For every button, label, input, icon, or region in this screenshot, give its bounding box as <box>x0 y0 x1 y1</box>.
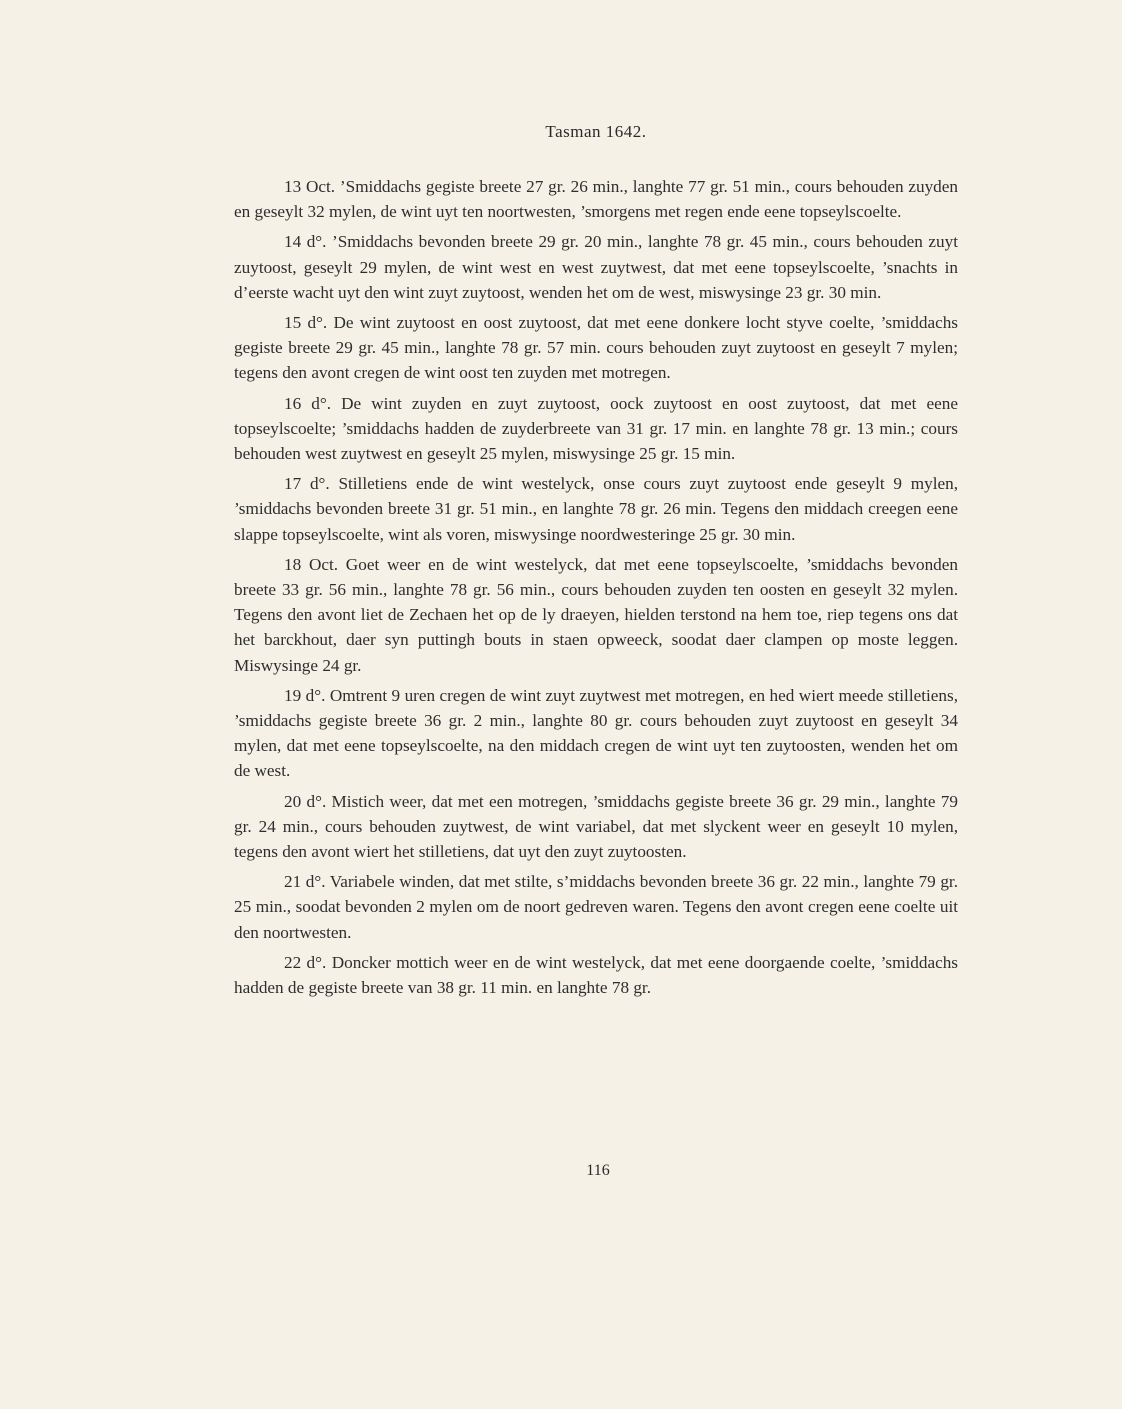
journal-entry-17-oct: 17 d°. Stilletiens ende de wint westelyck, onse cours zuyt zuytoost ende geseylt 9 mylen, ’smiddachs bevonden breete 31 gr. 51 min., en langhte 78 gr. 26 min. Tegens den middach creegen eene slappe topseylscoelte, wint als voren, miswysinge noordwesteringe 25 gr. 30 min. <box>234 474 958 544</box>
journal-text <box>234 174 958 1005</box>
journal-entry-16-oct: 16 d°. De wint zuyden en zuyt zuytoost, oock zuytoost en oost zuytoost, dat met eene topseylscoelte; ’smiddachs hadden de zuyderbreete van 31 gr. 17 min. en langhte 78 gr. 13 min.; cours behouden west zuytwest en geseylt 25 mylen, miswysinge 25 gr. 15 min. <box>234 393 958 464</box>
journal-entry-22-oct: 22 d°. Doncker mottich weer en de wint westelyck, dat met eene doorgaende coelte, ’smiddachs hadden de gegiste breete van 38 gr. 11 min. en langhte 78 gr. <box>234 952 958 998</box>
journal-entry-14-oct: 14 d°. ’Smiddachs bevonden breete 29 gr. 20 min., langhte 78 gr. 45 min., cours behouden zuyt zuytoost, geseylt 29 mylen, de wint west en west zuytwest, dat met eene topseylscoelte, ’snachts in d’eerste wacht uyt den wint zuyt zuytoost, wenden het om de west, miswysinge 23 gr. 30 min. <box>234 232 958 302</box>
journal-entry-19-oct: 19 d°. Omtrent 9 uren cregen de wint zuyt zuytwest met motregen, en hed wiert meede stilletiens, ’smiddachs gegiste breete 36 gr. 2 min., langhte 80 gr. cours behouden zuyt zuytoost en geseylt 34 mylen, dat met eene topseylscoelte, na den middach cregen de wint uyt ten zuytoosten, wenden het om de west. <box>234 685 958 781</box>
journal-entry-15-oct: 15 d°. De wint zuytoost en oost zuytoost, dat met eene donkere locht styve coelte, ’smiddachs gegiste breete 29 gr. 45 min., langhte 78 gr. 57 min. cours behouden zuyt zuytoost en geseylt 7 mylen; tegens den avont cregen de wint oost ten zuyden met motregen. <box>234 313 958 383</box>
running-title: Tasman 1642. <box>545 122 647 141</box>
journal-entry-21-oct: 21 d°. Variabele winden, dat met stilte, s’middachs bevonden breete 36 gr. 22 min., langhte 79 gr. 25 min., soodat bevonden 2 mylen om de noort gedreven waren. Tegens den avont cregen eene coelte uit den noortwesten. <box>234 872 958 942</box>
journal-entry-18-oct: 18 Oct. Goet weer en de wint westelyck, dat met eene topseylscoelte, ’smiddachs bevonden breete 33 gr. 56 min., langhte 78 gr. 56 min., cours behouden zuyden ten oosten en geseylt 32 mylen. Tegens den avont liet de Zechaen het op de ly draeyen, hielden terstond na hem toe, riep tegens ons dat het barckhout, daer syn puttingh bouts in staen opweeck, soodat daer clampen op moste leggen. Miswysinge 24 gr. <box>234 554 958 675</box>
journal-entry-13-oct: 13 Oct. ’Smiddachs gegiste breete 27 gr. 26 min., langhte 77 gr. 51 min., cours behouden zuyden en geseylt 32 mylen, de wint uyt ten noortwesten, ’smorgens met regen ende eene topseylscoelte. <box>234 177 958 222</box>
page-number: 116 <box>586 1162 610 1179</box>
journal-entry-20-oct: 20 d°. Mistich weer, dat met een motregen, ’smiddachs gegiste breete 36 gr. 29 min., langhte 79 gr. 24 min., cours behouden zuytwest, de wint variabel, dat met slyckent weer en geseylt 10 mylen, tegens den avont wiert het stilletiens, dat uyt den zuyt zuytoosten. <box>234 791 958 862</box>
